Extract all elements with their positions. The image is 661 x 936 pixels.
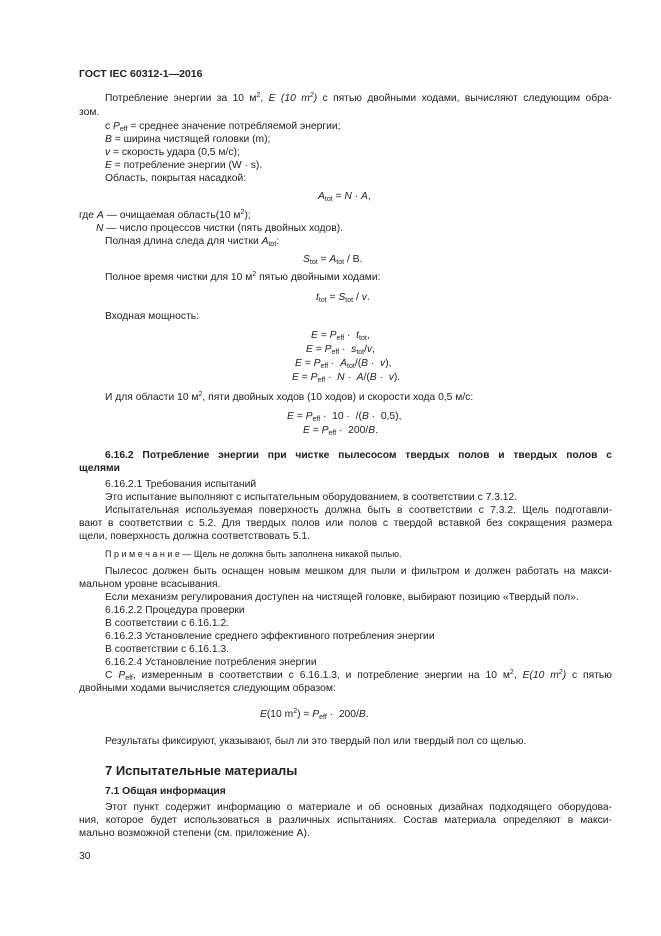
paragraph-line: С $P_{eff}$, измеренным в соответствии с 6.16.1.3, и потребление энергии на 10 $м^2$, E(10 $m^2$) с пятью <box>105 669 612 682</box>
paragraph-line: Испытательная используемая поверхность должна быть в соответствии с 7.3.2. Щель подготавли- <box>105 505 612 516</box>
formula-power-3: $E = P_{eff} \cdot A_{tot}/(B \cdot v)$, <box>295 358 392 370</box>
formula-stot: $S_{tot} = A_{tot} / В$. <box>303 254 363 266</box>
paragraph-line: Потребление энергии за 10 $м^2$, E (10 $m^2$) с пятью двойными ходами, вычисляют следующим обра- <box>105 92 612 104</box>
formula-area10-1: $E = P_{eff} \cdot 10 \cdot /(B \cdot 0,5)$, <box>287 411 402 423</box>
subsection-6-16-2-3: 6.16.2.3 Установление среднего эффективного потребления энергии <box>105 631 435 642</box>
paragraph-line: вают в соответствии с 5.2. Для твердых полов или полов с твердой вставкой без сокращения размера <box>79 518 612 529</box>
subsection-6-16-2-4: 6.16.2.4 Установление потребления энергии <box>105 657 317 668</box>
section-heading-7-1: 7.1 Общая информация <box>105 786 226 797</box>
paragraph-line: Этот пункт содержит информацию о материале и об основных дизайнах подходящего оборудова- <box>105 802 612 813</box>
section-heading-7: 7 Испытательные материалы <box>105 763 298 778</box>
note-text: — Щель не должна быть заполнена никакой пылью. <box>179 549 402 559</box>
paragraph-line: мальном уровне всасывания. <box>79 579 221 590</box>
paragraph-line: Если механизм регулирования доступен на чистящей головке, выбирают позицию «Твердый пол». <box>105 592 579 603</box>
page-number: 30 <box>79 851 91 862</box>
formula-atot: $A_{tot} = N \cdot A$, <box>318 191 371 203</box>
where-n: N — число процессов чистки (пять двойных ходов). <box>96 223 344 234</box>
where-a: где A — очищаемая область(10 $м^2$); <box>79 209 251 221</box>
paragraph-line: В соответствии с 6.16.1.3. <box>105 644 230 655</box>
paragraph-line: Результаты фиксируют, указывают, был ли это твердый пол или твердый пол со щелью. <box>105 736 527 747</box>
note-label: П р и м е ч а н и е <box>105 549 180 559</box>
paragraph-line: мально возможной степени (см. приложение А). <box>79 828 310 839</box>
definition-e: E = потребление энергии (W · s). <box>105 160 263 171</box>
formula-area10-2: $E = P_{eff} \cdot 200/B$. <box>303 425 378 437</box>
subsection-6-16-2-2: 6.16.2.2 Процедура проверки <box>105 605 245 616</box>
paragraph-line: Область, покрытая насадкой: <box>105 173 247 184</box>
paragraph-line: Пылесос должен быть оснащен новым мешком для пыли и фильтром и должен работать на макси- <box>105 566 612 577</box>
formula-power-2: $E = P_{eff} \cdot s_{tot}/v$, <box>306 344 376 356</box>
paragraph-line: щели, поверхность должна соответствовать 5.1. <box>79 531 311 542</box>
paragraph-line: В соответствии с 6.16.1.2. <box>105 618 230 629</box>
formula-power-4: $E = P_{eff} \cdot N \cdot A/(B \cdot v)$. <box>292 372 401 384</box>
formula-e10: E(10 $m^2) = P_{eff} \cdot 200/B$. <box>260 708 369 721</box>
definition-b: B = ширина чистящей головки (m); <box>105 134 271 145</box>
section-heading-6-16-2: 6.16.2 Потребление энергии при чистке пылесосом твердых полов и твердых полов с <box>105 450 612 461</box>
paragraph-line: Входная мощность: <box>105 311 199 322</box>
paragraph-line: ния, которое будет использоваться в различных испытаниях. Состав материала определяют в макси- <box>79 815 612 826</box>
subsection-6-16-2-1: 6.16.2.1 Требования испытаний <box>105 479 257 490</box>
note <box>105 548 401 560</box>
paragraph-line: зом. <box>79 107 100 118</box>
paragraph-line: Полная длина следа для чистки $A_{tot}$: <box>105 236 280 248</box>
formula-power-1: $E = P_{eff} \cdot t_{tot}$, <box>311 330 370 342</box>
definition-peff: с $P_{eff}$ = среднее значение потребляемой энергии; <box>105 121 341 133</box>
paragraph-line: Это испытание выполняют с испытательным оборудованием, в соответствии с 7.3.12. <box>105 492 518 503</box>
document-header: ГОСТ IEC 60312-1—2016 <box>79 68 203 80</box>
paragraph-line: И для области 10 $м^2$, пяти двойных ходов (10 ходов) и скорости хода 0,5 м/с: <box>105 391 474 403</box>
paragraph-line: двойными ходами вычисляется следующим образом: <box>79 683 336 694</box>
paragraph-line: Полное время чистки для 10 $м^2$ пятью двойными ходами: <box>105 271 381 283</box>
definition-v: v = скорость удара (0,5 м/с); <box>105 147 240 158</box>
section-heading-6-16-2-cont: щелями <box>79 463 120 474</box>
formula-ttot: $t_{tot} = S_{tot} / v$. <box>316 292 370 304</box>
